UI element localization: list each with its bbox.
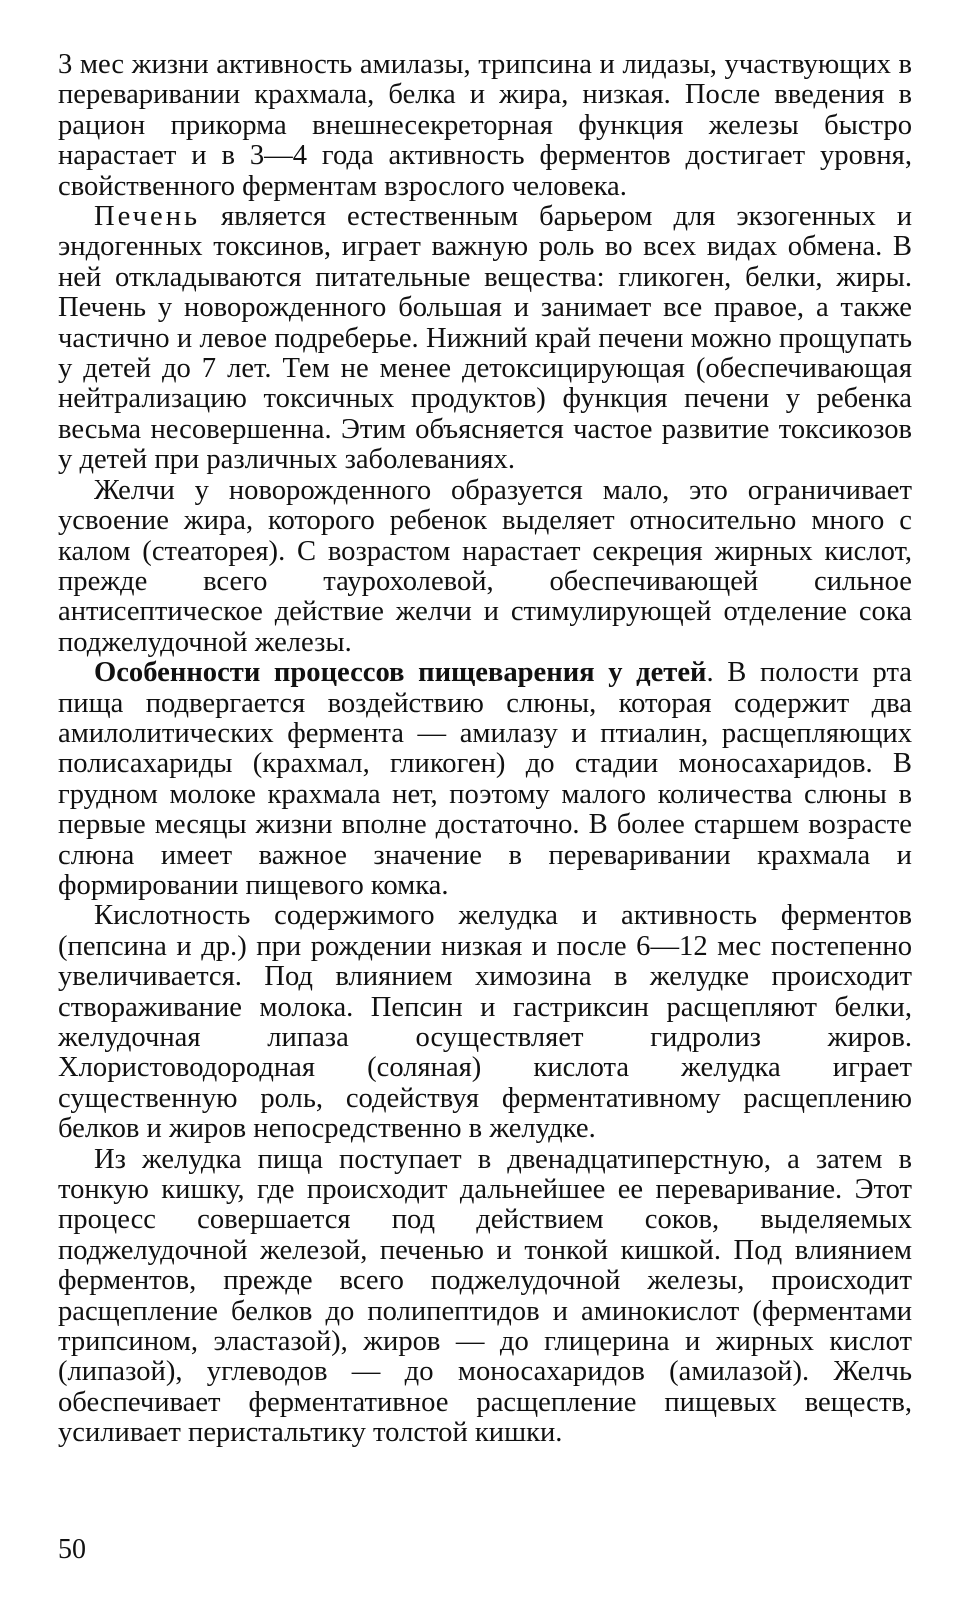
page-number: 50 — [58, 1534, 86, 1565]
paragraph-text: Из желудка пища поступает в двенадцатиперстную, а затем в тонкую кишку, где происходит дальнейшее ее переваривание. Этот процесс совершается под действием соков, выделяемых поджелудочной железой, печенью и тонкой кишкой. Под влиянием ферментов, прежде всего поджелудочной железы, происходит расщепление белков до полипептидов и аминокислот (ферментами трипсином, эластазой), жиров — до глицерина и жирных кислот (липазой), углеводов — до моносахаридов (амилазой). Желчь обеспечивает ферментативное расщепление пищевых веществ, усиливает перистальтику толстой кишки. — [58, 1143, 912, 1449]
paragraph-text: . В полости рта пища подвергается воздействию слюны, которая содержит два амилолитических фермента — амилазу и птиалин, расщепляющих полисахариды (крахмал, гликоген) до стадии моносахаридов. В грудном молоке крахмала нет, поэтому малого количества слюны в первые месяцы жизни вполне достаточно. В более старшем возрасте слюна имеет важное значение в переваривании крахмала и формировании пищевого комка. — [58, 657, 912, 901]
paragraph-text: Кислотность содержимого желудка и активность ферментов (пепсина и др.) при рождении низкая и после 6—12 мес постепенно увеличивается. Под влиянием химозина в желудке происходит створаживание молока. Пепсин и гастриксин расщепляют белки, желудочная липаза осуществляет гидролиз жиров. Хлористоводородная (соляная) кислота желудка играет существенную роль, содействуя ферментативному расщеплению белков и жиров непосредственно в желудке. — [58, 900, 912, 1145]
paragraph-liver — [58, 202, 912, 476]
paragraph-intestine — [58, 1145, 912, 1449]
paragraph-stomach-acidity — [58, 901, 912, 1144]
paragraph-pancreas-enzymes — [58, 50, 912, 202]
paragraph-digestion-features — [58, 658, 912, 901]
paragraph-bile — [58, 476, 912, 658]
paragraph-text: Желчи у новорожденного образуется мало, это ограничивает усвоение жира, которого ребенок выделяет относительно много с калом (стеаторея). С возрастом нарастает секреция жирных кислот, прежде всего таурохолевой, обеспечивающей сильное антисептическое действие желчи и стимулирующей отделение сока поджелудочной железы. — [58, 474, 912, 658]
paragraph-lead-term: Печень — [94, 201, 201, 233]
paragraph-heading: Особенности процессов пищеварения у детей — [94, 657, 707, 689]
paragraph-text: является естественным барьером для экзогенных и эндогенных токсинов, играет важную роль во всех видах обмена. В ней откладываются питательные вещества: гликоген, белки, жиры. Печень у новорожденного большая и занимает все правое, а также частично и левое подреберье. Нижний край печени можно прощупать у детей до 7 лет. Тем не менее детоксицирующая (обеспечивающая нейтрализацию токсичных продуктов) функция печени у ребенка весьма несовершенна. Этим объясняется частое развитие токсикозов у детей при различных заболеваниях. — [58, 201, 912, 476]
paragraph-text: 3 мес жизни активность амилазы, трипсина и лидазы, участвующих в переваривании крахмала, белка и жира, низкая. После введения в рацион прикорма внешнесекреторная функция железы быстро нарастает и в 3—4 года активность ферментов достигает уровня, свойственного ферментам взрослого человека. — [58, 49, 912, 202]
page-body — [58, 50, 912, 1449]
